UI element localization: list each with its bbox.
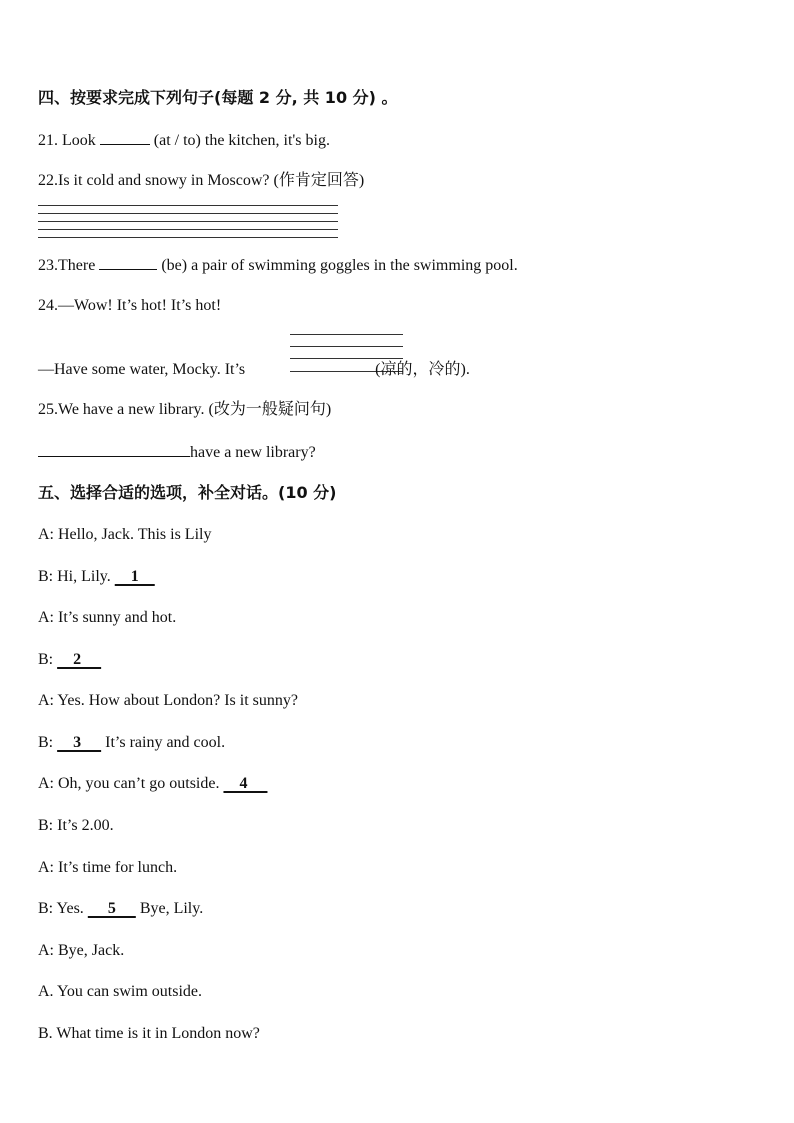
section-5-heading: 五、选择合适的选项，补全对话。(10 分) (38, 483, 337, 502)
q22-answer-line-2[interactable] (38, 213, 338, 214)
dialogue-line (38, 941, 124, 961)
q23-suffix: (be) a pair of swimming goggles in the swimming pool. (161, 257, 518, 274)
q22-answer-line-4[interactable] (38, 229, 338, 230)
dialogue-blank-5[interactable]: 5 (87, 900, 136, 917)
question-25-answer (38, 442, 316, 463)
q23-prefix: 23.There (38, 257, 96, 274)
q24-answer-line-2[interactable] (290, 346, 403, 347)
question-24-line-2 (38, 360, 470, 380)
q25-blank[interactable] (38, 442, 190, 457)
question-21 (38, 130, 330, 151)
question-22: 22.Is it cold and snowy in Moscow? (作肯定回答) (38, 172, 365, 189)
dialogue-blank-2[interactable]: 2 (57, 651, 102, 668)
dialogue-line (38, 899, 203, 919)
dialogue-line (38, 691, 298, 711)
dialogue-line (38, 816, 114, 836)
option-a: A. You can swim outside. (38, 983, 203, 1000)
q23-blank[interactable] (99, 255, 157, 270)
dialogue-line (38, 608, 176, 628)
q24-answer-line-3[interactable] (290, 358, 403, 359)
dialogue-text: A: Bye, Jack. (38, 942, 125, 959)
dialogue-blank-4[interactable]: 4 (223, 775, 268, 792)
dialogue-line (38, 858, 177, 878)
q21-suffix: (at / to) the kitchen, it's big. (153, 132, 330, 149)
dialogue-line (38, 567, 155, 587)
q24-suffix: (凉的，冷的). (375, 361, 470, 378)
q24-prefix: —Have some water, Mocky. It’s (38, 361, 246, 378)
dialogue-line (38, 733, 225, 753)
q22-answer-line-5[interactable] (38, 237, 338, 238)
dialogue-text: B: It’s 2.00. (38, 817, 114, 834)
dialogue-text: A: It’s time for lunch. (38, 859, 178, 876)
q21-prefix: 21. Look (38, 132, 96, 149)
dialogue-text: A: It’s sunny and hot. (38, 609, 177, 626)
dialogue-text: B: Hi, Lily. (38, 568, 111, 585)
dialogue-line (38, 525, 211, 545)
dialogue-text: B: (38, 651, 54, 668)
option-b: B. What time is it in London now? (38, 1025, 260, 1042)
question-23 (38, 255, 518, 276)
q21-blank[interactable] (100, 130, 150, 145)
section-4-heading: 四、按要求完成下列句子(每题 2 分, 共 10 分) 。 (38, 88, 398, 107)
dialogue-text: A: Yes. How about London? Is it sunny? (38, 692, 298, 709)
dialogue-text: A: Oh, you can’t go outside. (38, 775, 220, 792)
dialogue-blank-1[interactable]: 1 (114, 568, 155, 585)
q25-suffix: have a new library? (190, 444, 316, 461)
dialogue-text: It’s rainy and cool. (105, 734, 226, 751)
question-24-line-1: 24.—Wow! It’s hot! It’s hot! (38, 297, 222, 314)
q22-answer-line-3[interactable] (38, 221, 338, 222)
dialogue-blank-3[interactable]: 3 (57, 734, 102, 751)
dialogue-line (38, 650, 101, 670)
dialogue-text: A: Hello, Jack. This is Lily (38, 526, 212, 543)
dialogue-line (38, 774, 267, 794)
dialogue-text: B: (38, 734, 54, 751)
dialogue-text: B: Yes. (38, 900, 84, 917)
q22-answer-line-1[interactable] (38, 205, 338, 206)
question-25: 25.We have a new library. (改为一般疑问句) (38, 401, 332, 418)
dialogue-text: Bye, Lily. (139, 900, 204, 917)
q24-answer-line-1[interactable] (290, 334, 403, 335)
